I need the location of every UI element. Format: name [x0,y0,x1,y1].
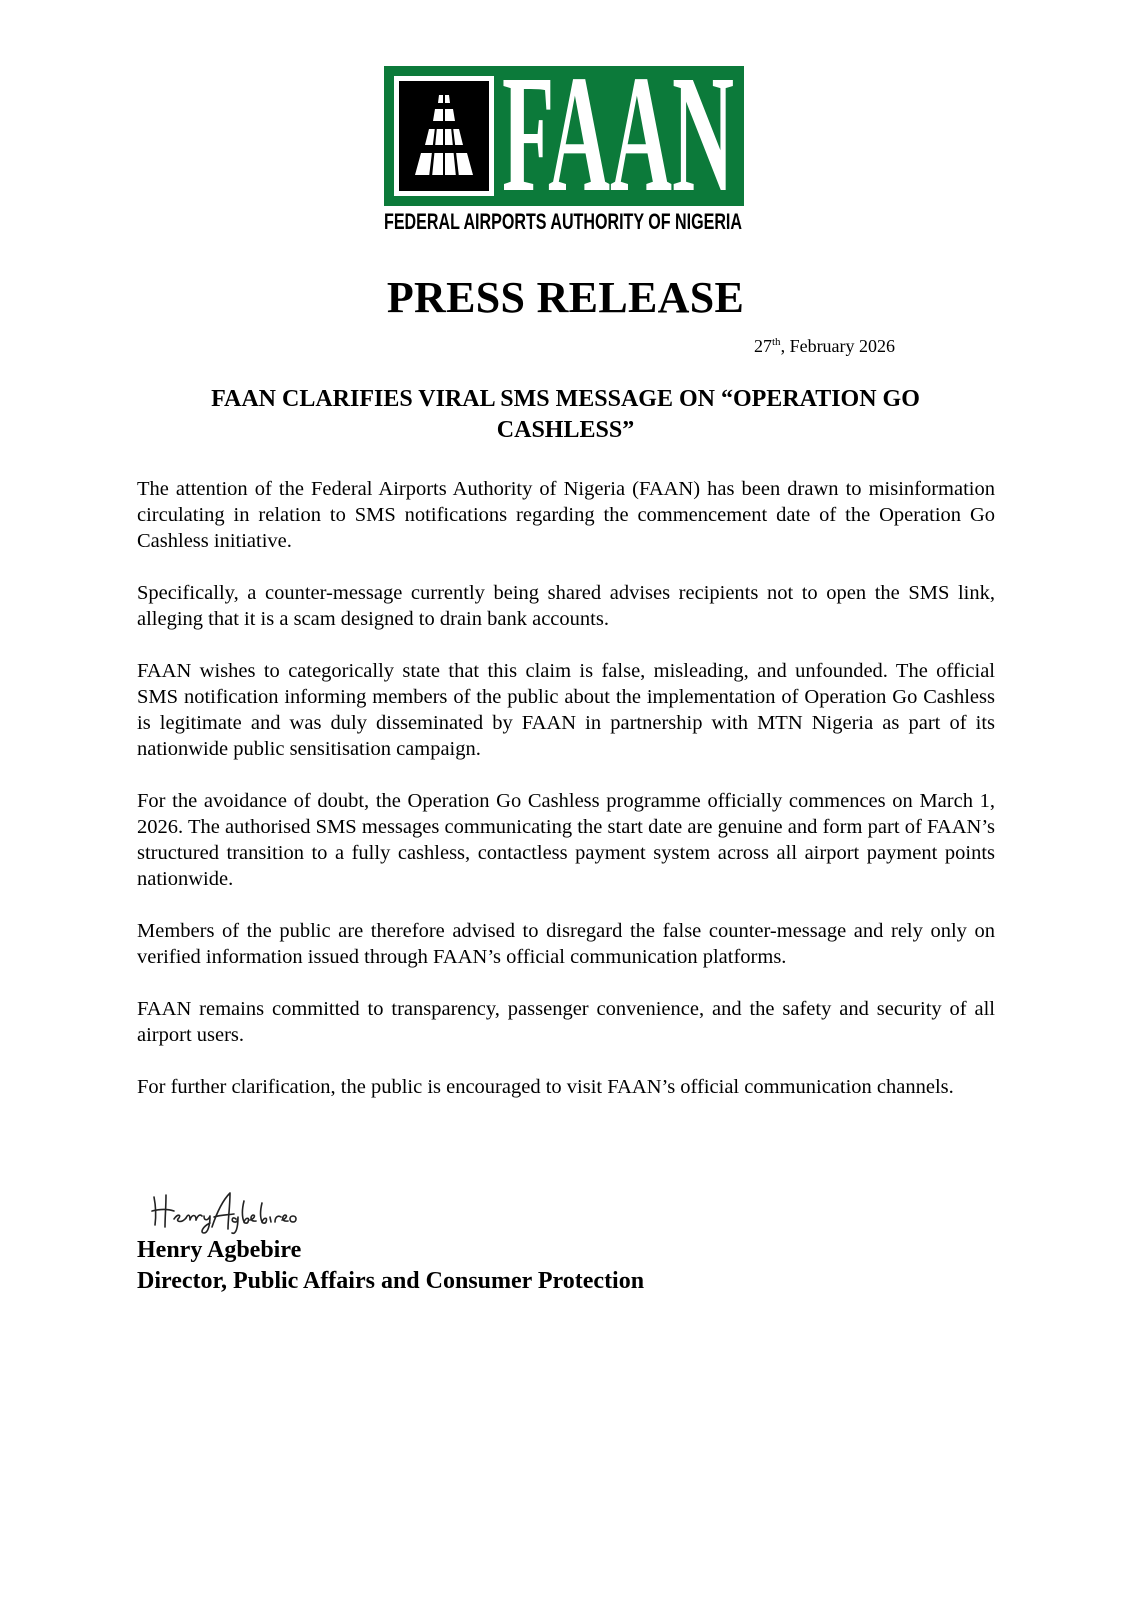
paragraph: For further clarification, the public is encouraged to visit FAAN’s official communication channels. [137,1076,954,1098]
svg-text:FAAN: FAAN [502,62,734,202]
page-title: PRESS RELEASE [386,273,745,322]
faan-logo [384,62,744,236]
logo-subtitle [384,209,744,233]
logo-green-box [384,62,744,206]
paragraph: The attention of the Federal Airports Authority of Nigeria (FAAN) has been drawn to misinformation circulating in relation to SMS notifications regarding the commencement date of the Operation Go Cashless initiative. [137,478,995,552]
headline: FAAN CLARIFIES VIRAL SMS MESSAGE ON “OPERATION GO CASHLESS” [211,386,920,443]
svg-text:FEDERAL AIRPORTS AUTHORITY OF: FEDERAL AIRPORTS AUTHORITY OF NIGERIA [384,209,743,233]
runway-icon [394,76,494,196]
paragraph: FAAN wishes to categorically state that this claim is false, misleading, and unfounded. The official SMS notification informing members of the public about the implementation of Operation Go Cashless is legitimate and was duly disseminated by FAAN in partnership with MTN Nigeria as part of its nationwide public sensitisation campaign. [137,660,995,760]
date-suffix: th [772,336,781,348]
release-date [754,334,895,358]
handwritten-signature [150,1187,310,1237]
logo-wordmark [500,62,740,202]
runway-emblem-graphic [399,81,489,191]
paragraph: Members of the public are therefore advised to disregard the false counter-message and rely only on verified information issued through FAAN’s official communication platforms. [137,920,995,968]
body-text [137,476,995,1126]
paragraph: For the avoidance of doubt, the Operation Go Cashless programme officially commences on March 1, 2026. The authorised SMS messages communicating the start date are genuine and form part of FAAN’s structured transition to a fully cashless, contactless payment system across all airport payment points nationwide. [137,790,995,890]
signer-name: Henry Agbebire [137,1237,302,1263]
signer-title: Director, Public Affairs and Consumer Protection [137,1268,645,1294]
paragraph: Specifically, a counter-message currently being shared advises recipients not to open the SMS link, alleging that it is a scam designed to drain bank accounts. [137,582,995,630]
date-rest: , February 2026 [780,336,896,356]
paragraph: FAAN remains committed to transparency, passenger convenience, and the safety and security of all airport users. [137,998,995,1046]
date-day: 27 [754,336,772,356]
